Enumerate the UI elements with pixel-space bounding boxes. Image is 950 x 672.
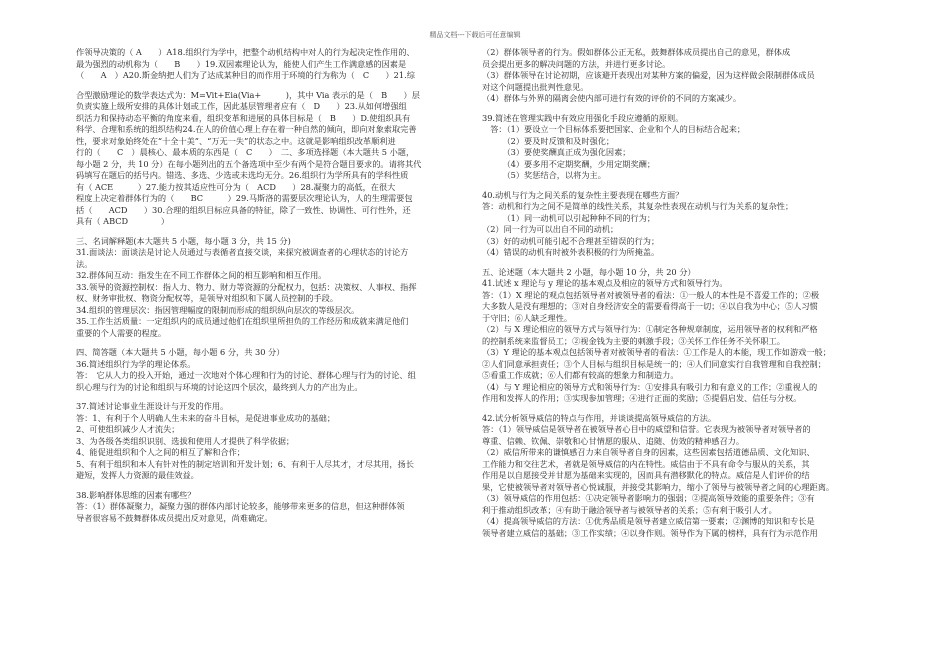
paragraph-gap	[482, 259, 884, 267]
text-line: 法。	[76, 258, 93, 269]
right-column	[482, 47, 884, 539]
text-line: （2）要及时反馈和及时强化；	[482, 135, 615, 146]
text-line: 程度上决定着群体行为的（ BC ）29.马斯洛的需要层次理论认为，人的生理需要包	[76, 193, 413, 203]
text-line: 避短，发挥人力资源的最佳效益。	[76, 470, 199, 480]
text-line: 答：（1）领导威信是领导者在被领导者心目中的威望和信誉。它表现为被领导者对领导者的	[482, 424, 811, 434]
text-line: 织活力和保持动态平衡的角度来看，组织变革和进展的具体目标是（ B ）D.使组织具有	[76, 112, 411, 123]
text-line: （4）要多用不定期奖酬，少用定期奖酬；	[482, 158, 656, 169]
text-line: 31.面谈法：面谈法是讨论人员通过与表循者直接交谈，来探究被调查者的心理状态的讨论方	[76, 247, 409, 257]
text-line: 四、简答题（本大题共 5 小题，每小题 6 分，共 30 分）	[76, 347, 285, 357]
text-line: 对这个问题提出批判性意见。	[482, 81, 589, 92]
text-line: （4）与 Y 理论相应的领导方式和领导行为：①安排具有吸引力和有意义的工作；②重视人的	[482, 381, 818, 392]
text-line: （ A ）A20.斯金纳把人们为了达成某种目的而作用于环境的行为称为（ C ）21.综	[76, 70, 415, 80]
text-line: 合型激励理论的数学表达式为：M=Vit+Eia(Via+ )，其中 Via 表示的是（ B ）层	[76, 89, 420, 100]
text-line: （3）要使奖酬真正成为强化因素；	[482, 147, 631, 157]
left-column	[76, 47, 478, 524]
text-line: 果，它使被领导者对领导者心悦诚服，并接受其影响力，缩小了领导与被领导者之间的心理距离。	[482, 481, 835, 492]
text-line: 38.影响群体思维的因素有哪些？	[76, 489, 196, 500]
text-line: （2）群体领导者的行为。假如群体公正无私，鼓舞群体成员提出自己的意见，群体成	[482, 47, 791, 57]
text-line: 2、可使组织减少人才流失；	[76, 424, 180, 434]
paragraph-gap	[76, 82, 478, 90]
text-line: （2）威信所带来的谦慎感召力来自领导者自身的因素，这些因素包括道德品质、文化知识、	[482, 447, 815, 457]
text-line: （2）同一行为可以出自不同的动机；	[482, 224, 619, 234]
text-line: （3）好的动机可能引起不合理甚至错误的行为；	[482, 235, 660, 246]
text-line: （4）群体与外界的隔离会使内部可进行有效的评价的不同的方案减少。	[482, 93, 742, 103]
text-line: 有（ ACE ）27.能力按其适应性可分为（ ACD ）28.凝聚力的高低，在很大	[76, 181, 396, 192]
text-line: （3）Y 理论的基本观点包括领导者对被领导者的看法：①工作是人的本能，现工作如游戏一般；	[482, 347, 831, 357]
text-line: 尊重、信赖、钦佩、崇敬和心甘情愿的服从、追随、仿效的精神感召力。	[482, 435, 745, 446]
text-line: （4）错误的动机有时被外表积极的行为所掩盖。	[482, 247, 660, 257]
text-line: 的控制系统来监督员工；②视金钱为主要的刺激手段；③关怀工作任务不关怀职工。	[482, 335, 785, 346]
text-line: 性，要求对象始终处在“十全十美”、“万无一失”的状态之中。这就是影响组织改革顺利进	[76, 135, 396, 146]
text-line: 每小题 2 分，共 10 分）在每小题列出的五个备选项中至少有两个是符合题目要求的。请将其代	[76, 158, 422, 169]
text-line: 37.简述讨论事业生涯设计与开发的作用。	[76, 401, 229, 411]
page-header: 精品文档---下载后可任意编辑	[429, 31, 521, 39]
text-line: 34.组织的管理层次：指因管理幅度的限制而形成的组织纵向层次的等级层次。	[76, 304, 360, 315]
text-line: 40.动机与行为之间关系的复杂性主要表现在哪些方面？	[482, 189, 684, 200]
text-line: 4、能促进组织和个人之间的相互了解和合作；	[76, 447, 245, 457]
text-line: （5）奖惩结合，以将为主。	[482, 170, 606, 180]
paragraph-gap	[76, 339, 478, 347]
text-line: 42.试分析领导威信的特点与作用，并谈谈提高领导威信的方法。	[482, 412, 717, 423]
text-line: 3、为各级各类组织识别、选拔和使用人才提供了科学依据；	[76, 435, 295, 446]
paragraph-gap	[482, 405, 884, 413]
text-line: 括（ ACD ）30.合理的组织目标应具备的特征，除了一致性、协调性、可行性外，还	[76, 204, 411, 215]
paragraph-gap	[482, 182, 884, 190]
text-line: （4）提高领导威信的方法：①优秀品质是领导者建立威信第一要素；②渊博的知识和专长是	[482, 516, 815, 526]
text-line: 作用和发挥人的作用；③实现参加管理；④进行正面的奖励；⑤提倡启发、信任与分权。	[482, 393, 802, 403]
text-line: ⑤看重工作成就；⑥人们都有较高的想象力和制造力。	[482, 370, 679, 380]
text-line: 35.工作生活质量：一定组织内的成员通过他们在组织里所担负的工作经历和成就来满足他们	[76, 316, 409, 326]
text-line: 答：1、有利于个人明确人生未来的奋斗目标，是促进事业成功的基础；	[76, 412, 336, 423]
text-line: 负责实施上级所安排的具体计划或工作，因此基层管理者应有（ D ）23.从如何增强组	[76, 101, 407, 111]
text-line: 最为强烈的动机称为（ B ）19.双因素理论认为，能使人们产生工作满意感的因素是	[76, 58, 407, 69]
text-line: ②人们同意承担责任；③个人目标与组织目标是统一的；④人们同意实行自我管理和自我控制；	[482, 358, 826, 369]
text-line: 作用是以自愿接受并甘愿为基础来实现的，因而具有潜移默化的特点。威信是人们评价的结	[482, 470, 810, 480]
paragraph-gap	[76, 393, 478, 401]
text-line: 36.简述组织行为学的理论体系。	[76, 358, 196, 369]
text-line: 织心理与行为的讨论和组织与环境的讨论这四个层次，最终到人力的产出为止。	[76, 381, 363, 392]
text-line: 权、财务审批权、物资分配权等，是领导对组织和下属人员控制的手段。	[76, 293, 339, 303]
text-line: 领导者建立威信的基础；③工作实绩；④以身作则。领导作为下属的榜样，具有行为示范作用	[482, 527, 818, 538]
text-line: （3）领导威信的作用包括：①决定领导者影响力的强弱；②提高领导效能的重要条件；③有	[482, 493, 815, 503]
text-line: 答： 它从人力的投入开始，通过一次地对个体心理和行为的讨论、群体心理与行为的讨论、组	[76, 370, 416, 380]
text-line: 具有（ ABCD ）	[76, 216, 170, 226]
text-line: （3）群体领导在讨论初期，应该避开表现出对某种方案的偏爱，因为这样做会限制群体成员	[482, 70, 815, 80]
text-line: 32.群体间互动：指发生在不同工作群体之间的相互影响和相互作用。	[76, 270, 327, 280]
text-line: 重要的个人需要的程度。	[76, 327, 167, 338]
text-line: 答：（1）要设立一个目标体系要把国家、企业和个人的目标结合起来；	[482, 124, 746, 134]
text-line: 答：动机和行为之间不是简单的线性关系，其复杂性表现在动机与行为关系的复杂性；	[482, 201, 794, 211]
text-line: 导者很容易不鼓舞群体成员提出反对意见，尚难确定。	[76, 512, 273, 523]
text-line: 大多数人是没有理想的；③对自身经济安全的需要看得高于一切；④以自我为中心；⑤人习惯	[482, 301, 818, 311]
paragraph-gap	[482, 105, 884, 113]
text-line: 39.简述在管理实践中有效应用强化手段应遵循的原则。	[482, 112, 684, 123]
text-line: 答：（1）X 理论的观点包括领导者对被领导者的看法：①一般人的本性是不喜爱工作的；②极	[482, 289, 820, 300]
text-line: （1）同一动机可以引起种种不同的行为；	[482, 212, 656, 223]
text-line: 三、名词解释题(本大题共 5 小题，每小题 3 分，共 15 分)	[76, 235, 291, 246]
text-line: 五、论述题（本大题共 2 小题，每小题 10 分，共 20 分）	[482, 266, 696, 277]
text-line: 33.领导的资源控制权：指人力、物力、财力等资源的分配权力，包括：决策权、人事权、指挥	[76, 281, 417, 292]
text-line: 员会提出更多的解决问题的方法，并进行更多讨论。	[482, 58, 671, 69]
text-line: （2）与 X 理论相应的领导方式与领导行为：①制定各种规章制度，运用领导者的权利和严格	[482, 324, 818, 334]
paragraph-gap	[76, 482, 478, 490]
text-line: 利于推动组织改革；④有助于融洽领导者与被领导者的关系；⑤有利于吸引人才。	[482, 504, 777, 515]
text-line: 科学、合理和系统的组织结构24.在人的价值心理上存在着一种自然的倾向，即向对象索取完善	[76, 124, 417, 134]
text-line: 行的（ C ）晨核心、最本质的东西是（ C ） 二、多项选择题（本大题共 5 小题，	[76, 147, 415, 157]
text-line: 41.试述 x 理论与 y 理论的基本观点及相应的领导方式和领导行为。	[482, 278, 728, 288]
text-line: 于守旧；⑥人缺乏理性。	[482, 312, 573, 323]
text-line: 5、有利于组织和本人有针对性的制定培训和开发计划；6、有利于人尽其才，才尽其用，扬长	[76, 458, 414, 469]
text-line: 码填写在题后的括号内。错选、多选、少选或未选均无分。26.组织行为学所具有的学科性质	[76, 170, 409, 180]
text-line: 工作能力和交往艺术，者就是领导威信的内在特性。威信由于不具有命令与服从的关系，其	[482, 458, 810, 469]
text-line: 答：（1）群体凝聚力，凝聚力强的群体内部讨论较多，能够带来更多的信息，但这种群体领	[76, 501, 405, 511]
text-line: 作领导决策的（ A ）A18.组织行为学中，把整个动机结构中对人的行为起决定性作用的、	[76, 47, 415, 57]
paragraph-gap	[76, 228, 478, 236]
